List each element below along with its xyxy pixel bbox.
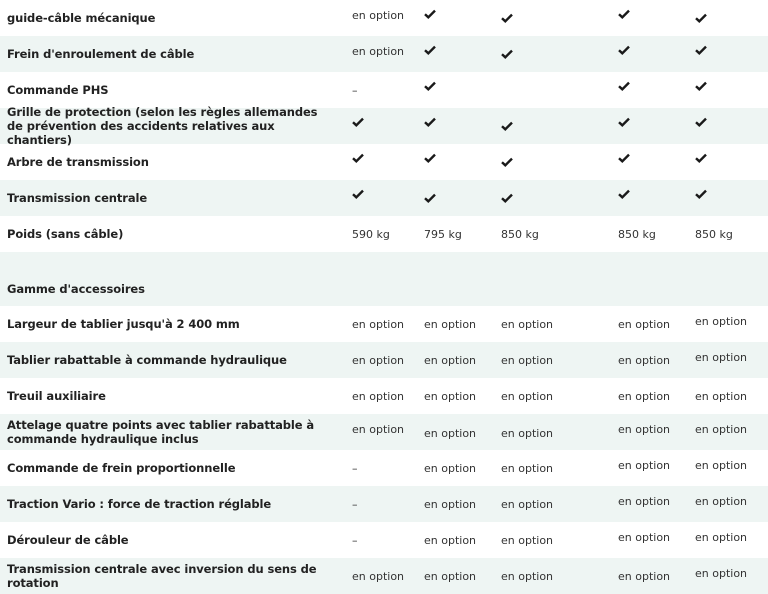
check-mark-icon xyxy=(501,108,513,144)
table-cell: en option xyxy=(424,427,477,440)
check-mark-icon xyxy=(695,0,707,36)
check-mark-icon xyxy=(618,36,630,72)
table-cell: en option xyxy=(501,533,554,547)
table-cell: en option xyxy=(501,569,554,583)
table-row xyxy=(0,105,768,147)
check-mark-icon xyxy=(501,180,513,216)
table-cell: – xyxy=(352,533,358,547)
row-label: Dérouleur de câble xyxy=(7,533,129,547)
row-label: Frein d'enroulement de câble xyxy=(7,47,195,61)
row-label: Attelage quatre points avec tablier rabattable à commande hydraulique inclus xyxy=(7,418,315,446)
table-cell: en option xyxy=(352,569,405,583)
check-mark-icon xyxy=(695,72,707,108)
check-mark-icon xyxy=(424,108,436,144)
table-cell: en option xyxy=(352,423,405,436)
table-row xyxy=(0,180,768,216)
table-cell: en option xyxy=(352,389,405,403)
row-label: Treuil auxiliaire xyxy=(7,389,106,403)
table-cell: 795 kg xyxy=(424,227,462,241)
table-row xyxy=(0,216,768,252)
table-cell: en option xyxy=(424,497,477,511)
table-cell: en option xyxy=(501,353,554,367)
table-cell: en option xyxy=(618,317,671,331)
table-cell: en option xyxy=(352,45,405,58)
table-cell: en option xyxy=(424,461,477,475)
table-row xyxy=(0,450,768,486)
table-cell: en option xyxy=(501,497,554,511)
table-row xyxy=(0,414,768,450)
check-mark-icon xyxy=(618,108,630,144)
check-mark-icon xyxy=(424,180,436,216)
row-label: guide-câble mécanique xyxy=(7,11,156,25)
row-label: Transmission centrale xyxy=(7,191,148,205)
check-mark-icon xyxy=(501,144,513,180)
row-label: Commande PHS xyxy=(7,83,109,97)
table-row xyxy=(0,486,768,522)
table-cell: en option xyxy=(695,567,748,580)
table-row xyxy=(0,72,768,108)
check-mark-icon xyxy=(352,180,364,216)
table-row xyxy=(0,558,768,594)
check-mark-icon xyxy=(695,144,707,180)
table-cell: en option xyxy=(352,353,405,367)
table-cell: en option xyxy=(618,423,671,436)
table-cell: en option xyxy=(695,459,748,472)
row-label: Commande de frein proportionnelle xyxy=(7,461,236,475)
check-mark-icon xyxy=(695,180,707,216)
section-heading-row xyxy=(0,252,768,306)
table-cell: en option xyxy=(695,315,748,328)
table-row xyxy=(0,306,768,342)
check-mark-icon xyxy=(424,72,436,108)
table-cell: – xyxy=(352,497,358,511)
table-cell: en option xyxy=(501,427,554,440)
row-label: Traction Vario : force de traction réglable xyxy=(7,497,272,511)
row-label: Arbre de transmission xyxy=(7,155,149,169)
table-cell: en option xyxy=(618,389,671,403)
check-mark-icon xyxy=(424,0,436,36)
check-mark-icon xyxy=(501,36,513,72)
table-cell: en option xyxy=(695,495,748,508)
table-cell: en option xyxy=(618,569,671,583)
check-mark-icon xyxy=(618,180,630,216)
check-mark-icon xyxy=(501,0,513,36)
table-cell: 590 kg xyxy=(352,227,390,241)
table-cell: 850 kg xyxy=(695,227,733,241)
table-row xyxy=(0,522,768,558)
table-cell: en option xyxy=(424,533,477,547)
row-label: Grille de protection (selon les règles allemandes de prévention des accidents relatives aux chantiers) xyxy=(7,105,318,147)
table-row xyxy=(0,144,768,180)
table-cell: en option xyxy=(424,389,477,403)
row-label: Poids (sans câble) xyxy=(7,227,124,241)
check-mark-icon xyxy=(352,144,364,180)
table-cell: en option xyxy=(618,495,671,508)
table-cell: en option xyxy=(352,9,405,22)
table-cell: en option xyxy=(695,423,748,436)
check-mark-icon xyxy=(695,108,707,144)
table-cell: 850 kg xyxy=(501,227,539,241)
table-cell: en option xyxy=(424,353,477,367)
table-cell: – xyxy=(352,461,358,475)
table-cell: en option xyxy=(501,389,554,403)
section-heading: Gamme d'accessoires xyxy=(7,282,145,296)
table-cell: en option xyxy=(618,531,671,544)
row-label: Largeur de tablier jusqu'à 2 400 mm xyxy=(7,317,240,331)
table-cell: en option xyxy=(501,461,554,475)
check-mark-icon xyxy=(618,144,630,180)
table-cell: en option xyxy=(618,353,671,367)
table-cell: 850 kg xyxy=(618,227,656,241)
table-row xyxy=(0,342,768,378)
table-cell: en option xyxy=(618,459,671,472)
check-mark-icon xyxy=(618,0,630,36)
row-label: Tablier rabattable à commande hydraulique xyxy=(7,353,287,367)
row-label: Transmission centrale avec inversion du sens de rotation xyxy=(7,562,317,590)
table-row xyxy=(0,36,768,72)
table-cell: en option xyxy=(424,569,477,583)
check-mark-icon xyxy=(424,144,436,180)
table-cell: en option xyxy=(695,389,748,403)
table-cell: en option xyxy=(695,351,748,364)
table-row xyxy=(0,0,768,36)
check-mark-icon xyxy=(352,108,364,144)
table-row xyxy=(0,378,768,414)
check-mark-icon xyxy=(695,36,707,72)
table-cell: en option xyxy=(501,317,554,331)
check-mark-icon xyxy=(424,36,436,72)
table-cell: en option xyxy=(352,317,405,331)
table-cell: en option xyxy=(695,531,748,544)
check-mark-icon xyxy=(618,72,630,108)
table-cell: en option xyxy=(424,317,477,331)
table-cell: – xyxy=(352,83,358,97)
